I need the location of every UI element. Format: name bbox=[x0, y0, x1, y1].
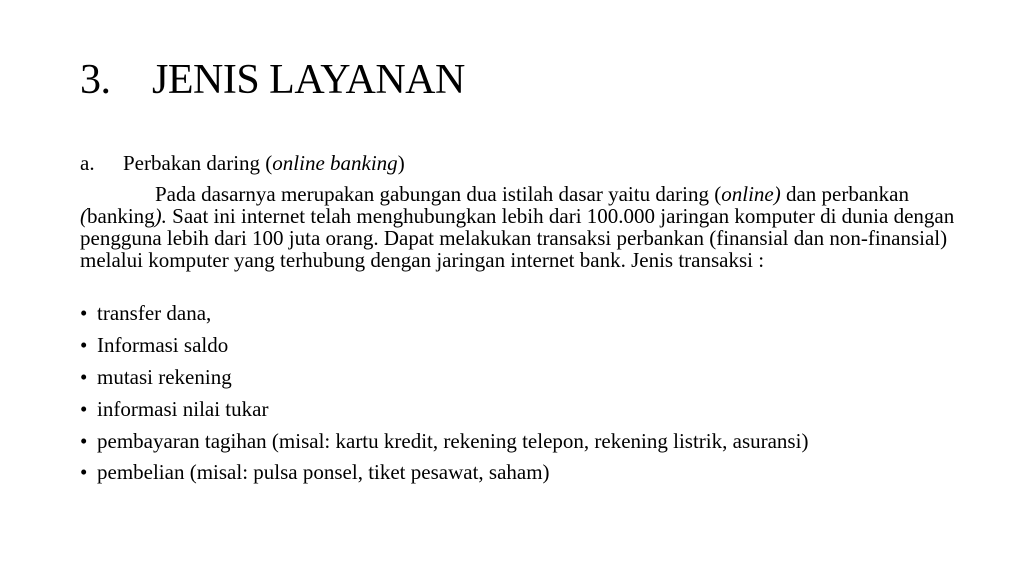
paragraph-part4: Saat ini internet telah menghubungkan lebih dari 100.000 jaringan komputer di dunia dengan pengguna lebih dari 100 juta orang. Dapat melakukan transaksi perbankan (finansial dan non-finansial) melalui komputer yang terhubung dengan jaringan internet bank. Jenis transaksi : bbox=[80, 204, 955, 272]
section-subheading bbox=[80, 151, 405, 175]
bullet-item: • pembayaran tagihan (misal: kartu kredit, rekening telepon, rekening listrik, asuransi) bbox=[80, 430, 940, 452]
title-text: JENIS LAYANAN bbox=[152, 57, 465, 103]
slide-title bbox=[80, 56, 465, 104]
bullet-item: • Informasi saldo bbox=[80, 334, 940, 356]
bullet-item: • transfer dana, bbox=[80, 302, 940, 324]
bullet-item: • informasi nilai tukar bbox=[80, 398, 940, 420]
paragraph-italic2: ( bbox=[80, 204, 87, 228]
subheading-marker: a. bbox=[80, 151, 95, 175]
subheading-text-after: ) bbox=[397, 151, 405, 175]
paragraph-part3: banking bbox=[87, 204, 155, 228]
subheading-italic: online banking bbox=[272, 151, 398, 175]
paragraph-italic1: online) bbox=[721, 182, 781, 206]
paragraph-part1: Pada dasarnya merupakan gabungan dua istilah dasar yaitu daring ( bbox=[155, 182, 722, 206]
bullet-item: • mutasi rekening bbox=[80, 366, 940, 388]
body-paragraph bbox=[80, 183, 955, 271]
bullet-list bbox=[80, 302, 940, 483]
subheading-text-before: Perbakan daring ( bbox=[123, 151, 273, 175]
paragraph-part2: dan perbankan bbox=[780, 182, 909, 206]
paragraph-italic3: ). bbox=[154, 204, 167, 228]
bullet-item: • pembelian (misal: pulsa ponsel, tiket pesawat, saham) bbox=[80, 461, 940, 483]
title-number: 3. bbox=[80, 57, 111, 103]
